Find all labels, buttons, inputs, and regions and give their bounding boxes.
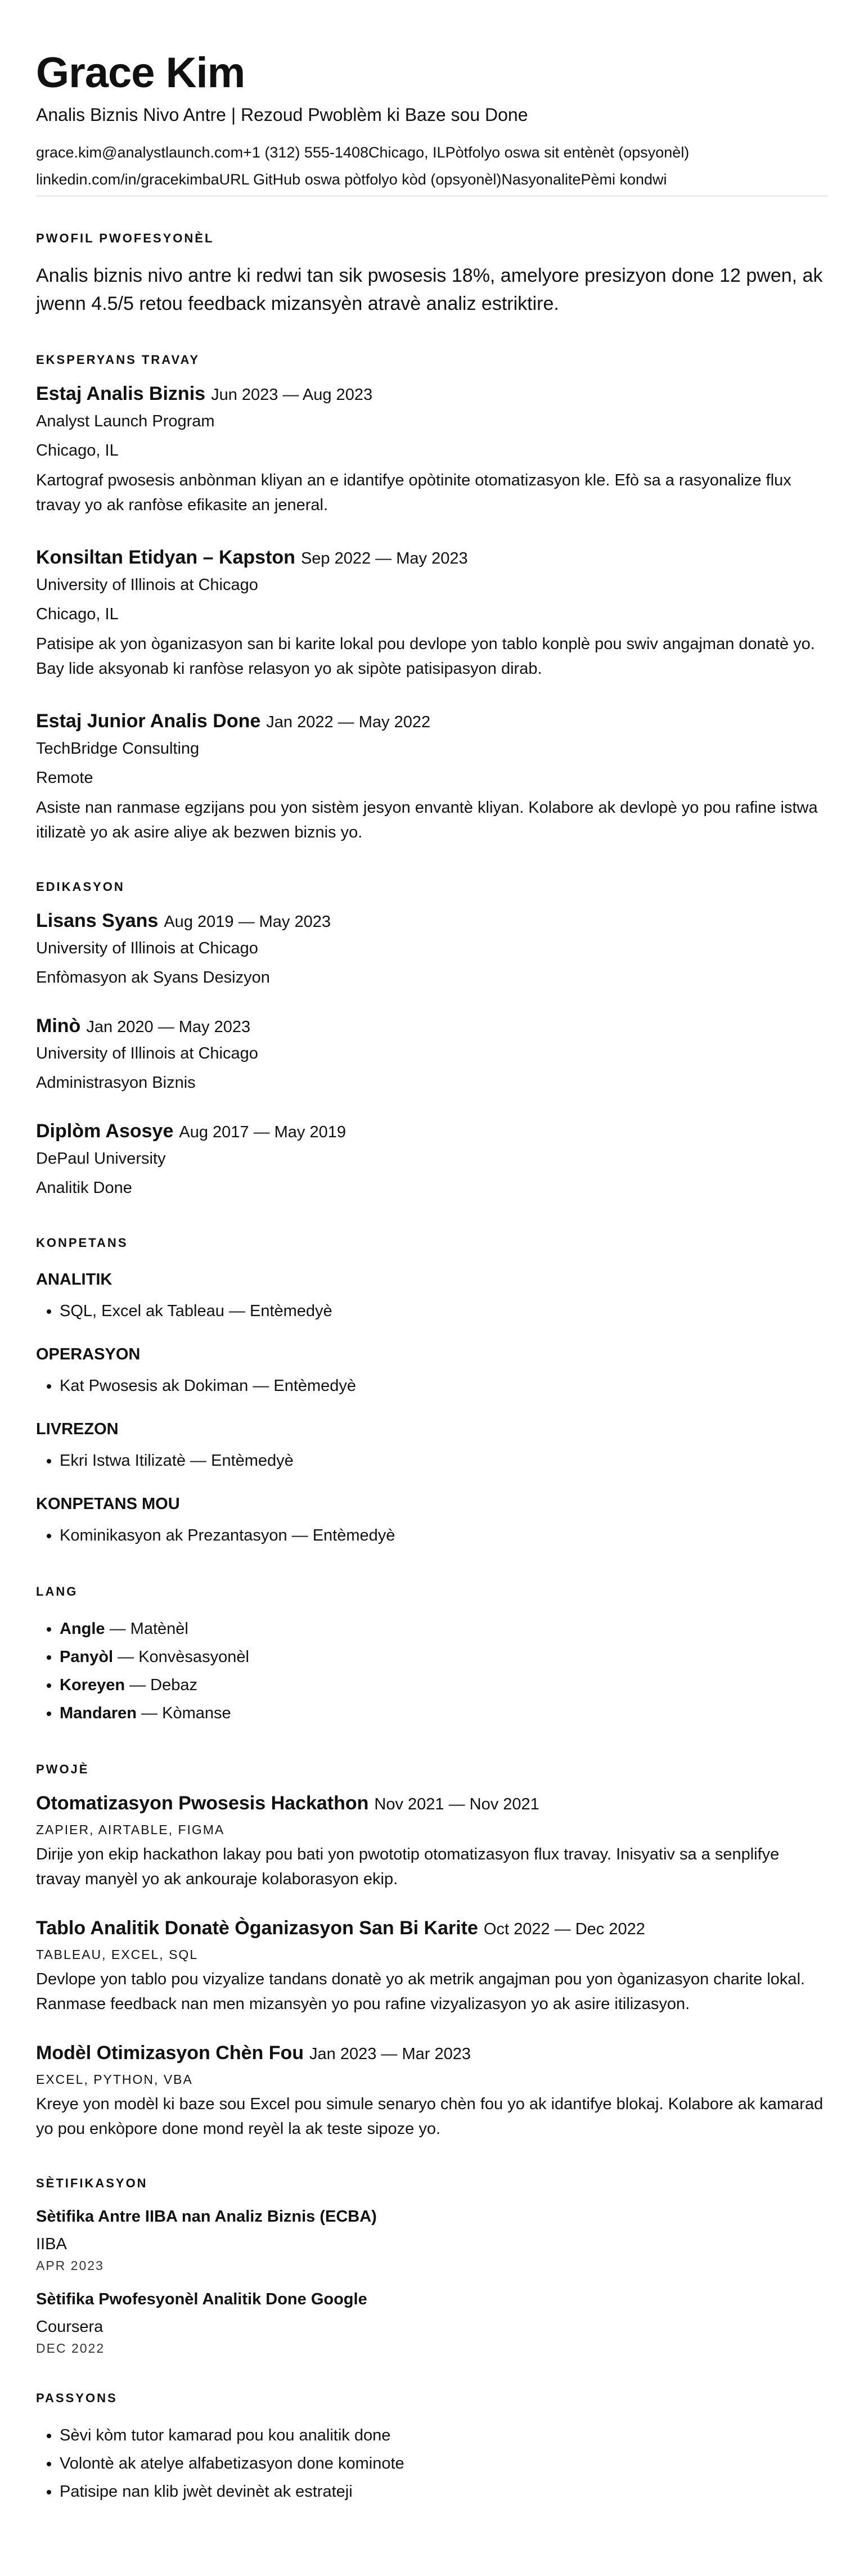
summary-heading: PWOFIL PWOFESYONÈL (36, 231, 214, 245)
contact-info (36, 142, 828, 190)
language-level: — Kòmanse (136, 1704, 231, 1722)
contact-line-2: linkedin.com/in/gracekimbaURL GitHub oswa pòtfolyo kòd (opsyonèl)NasyonalitePèmi kondwi (36, 171, 667, 188)
education-heading: EDIKASYON (36, 880, 125, 894)
project-tags: EXCEL, PYTHON, VBA (36, 2072, 193, 2087)
education-item (36, 1120, 828, 1201)
project-description: Dirije yon ekip hackathon lakay pou bati yon pwototip otomatizasyon flux travay. Inisyativ sa a senplifye travay manyèl yo ak ankouraje kolaborasyon ekip. (36, 1845, 780, 1888)
experience-item (36, 383, 828, 517)
job-org: Analyst Launch Program (36, 412, 215, 430)
project-name: Tablo Analitik Donatè Òganizasyon San Bi Karite (36, 1917, 478, 1939)
skills-heading: KONPETANS (36, 1236, 128, 1250)
experience-heading: EKSPERYANS TRAVAY (36, 353, 200, 367)
job-dates: Jan 2022 — May 2022 (266, 713, 431, 731)
language-level: — Debaz (125, 1676, 197, 1694)
school-name: DePaul University (36, 1150, 166, 1168)
certification-name: Sètifika Antre IIBA nan Analiz Biznis (ECBA) (36, 2208, 377, 2226)
project-dates: Nov 2021 — Nov 2021 (374, 1795, 539, 1813)
job-org: TechBridge Consulting (36, 740, 200, 758)
degree-dates: Aug 2019 — May 2023 (164, 913, 331, 931)
project-item (36, 2042, 828, 2141)
projects-heading: PWOJÈ (36, 1762, 89, 1776)
project-item (36, 1793, 828, 1892)
language-name: Koreyen (60, 1676, 125, 1694)
projects-list (36, 1793, 828, 2141)
language-item (60, 1671, 828, 1699)
interest-item: • Volontè ak atelye alfabetizasyon done kominote (60, 2449, 828, 2478)
skill-item: • Ekri Istwa Itilizatè — Entèmedyè (60, 1447, 828, 1475)
interests-list (36, 2421, 828, 2506)
languages-heading: LANG (36, 1584, 78, 1598)
interests-heading: PASSYONS (36, 2391, 118, 2405)
contact-line-1: grace.kim@analystlaunch.com+1 (312) 555-1408Chicago, ILPòtfolyo oswa sit entènèt (opsyonèl) (36, 144, 690, 161)
skill-category: LIVREZON (36, 1420, 119, 1438)
skills-list (36, 1271, 828, 1550)
certification-issuer: Coursera (36, 2318, 104, 2336)
field-of-study: Administrasyon Biznis (36, 1074, 196, 1092)
education-list (36, 910, 828, 1201)
project-name: Otomatizasyon Pwosesis Hackathon (36, 1793, 369, 1814)
skill-item: • Kat Pwosesis ak Dokiman — Entèmedyè (60, 1372, 828, 1400)
project-description: Devlope yon tablo pou vizyalize tandans donatè yo ak metrik angajman pou yon òganizasyon charite lokal. Ranmase feedback nan men mizansyèn yo pou rafine vizyalizasyon yo ak asire itilizasyon. (36, 1970, 806, 2013)
interest-item: • Patisipe nan klib jwèt devinèt ak estrateji (60, 2478, 828, 2506)
language-name: Panyòl (60, 1648, 114, 1666)
degree-title: Minò (36, 1015, 81, 1037)
job-org: University of Illinois at Chicago (36, 576, 258, 594)
certification-date: APR 2023 (36, 2258, 104, 2273)
field-of-study: Enfòmasyon ak Syans Desizyon (36, 969, 270, 987)
school-name: University of Illinois at Chicago (36, 1044, 258, 1062)
interest-item: • Sèvi kòm tutor kamarad pou kou analitik done (60, 2421, 828, 2449)
project-name: Modèl Otimizasyon Chèn Fou (36, 2042, 304, 2064)
certification-item (36, 2290, 828, 2356)
project-item (36, 1917, 828, 2016)
job-description: Patisipe ak yon òganizasyon san bi karite lokal pou devlope yon tablo konplè pou swiv angajman donatè yo. Bay lide aksyonab ki ranfòse relasyon yo ak sipòte patisipasyon dirab. (36, 635, 815, 678)
project-description: Kreye yon modèl ki baze sou Excel pou simule senaryo chèn fou yo ak idantifye blokaj. Kolabore ak kamarad yo pou enkòpore done mond reyèl la ak teste sipoze yo. (36, 2095, 824, 2138)
degree-dates: Jan 2020 — May 2023 (86, 1018, 251, 1036)
job-description: Kartograf pwosesis anbònman kliyan an e idantifye opòtinite otomatizasyon kle. Efò sa a rasyonalize flux travay yo ak ranfòse efikasite an jeneral. (36, 471, 791, 514)
job-title: Konsiltan Etidyan – Kapston (36, 547, 295, 568)
certifications-list (36, 2208, 828, 2356)
language-name: Mandaren (60, 1704, 137, 1722)
job-description: Asiste nan ranmase egzijans pou yon sistèm jesyon envantè kliyan. Kolabore ak devlopè yo pou rafine istwa itilizatè yo ak asire aliye ak bezwen biznis yo. (36, 799, 818, 841)
language-item (60, 1643, 828, 1671)
job-title: Estaj Analis Biznis (36, 383, 206, 404)
language-item (60, 1699, 828, 1727)
summary-text: Analis biznis nivo antre ki redwi tan sik pwosesis 18%, amelyore presizyon done 12 pwen, ak jwenn 4.5/5 retou feedback mizansyèn atravè analiz estriktire. (36, 265, 823, 314)
job-location: Chicago, IL (36, 605, 119, 623)
skill-category: KONPETANS MOU (36, 1495, 180, 1513)
education-item (36, 910, 828, 990)
language-level: — Konvèsasyonèl (113, 1648, 249, 1666)
job-dates: Sep 2022 — May 2023 (300, 550, 468, 568)
school-name: University of Illinois at Chicago (36, 939, 258, 957)
project-tags: TABLEAU, EXCEL, SQL (36, 1947, 199, 1962)
certification-date: DEC 2022 (36, 2341, 105, 2356)
degree-dates: Aug 2017 — May 2019 (179, 1123, 346, 1141)
skill-category: OPERASYON (36, 1345, 141, 1363)
skill-category: ANALITIK (36, 1271, 112, 1289)
language-name: Angle (60, 1620, 105, 1638)
skill-item: • SQL, Excel ak Tableau — Entèmedyè (60, 1297, 828, 1325)
certification-issuer: IIBA (36, 2235, 67, 2253)
certification-name: Sètifika Pwofesyonèl Analitik Done Google (36, 2290, 367, 2308)
experience-list (36, 383, 828, 845)
project-dates: Oct 2022 — Dec 2022 (483, 1920, 645, 1938)
project-tags: ZAPIER, AIRTABLE, FIGMA (36, 1822, 225, 1837)
education-item (36, 1015, 828, 1096)
experience-item (36, 547, 828, 681)
job-dates: Jun 2023 — Aug 2023 (211, 386, 373, 404)
certification-item (36, 2208, 828, 2273)
certifications-heading: SÈTIFIKASYON (36, 2176, 148, 2190)
job-location: Chicago, IL (36, 442, 119, 460)
field-of-study: Analitik Done (36, 1179, 132, 1197)
project-dates: Jan 2023 — Mar 2023 (309, 2045, 471, 2063)
job-title: Estaj Junior Analis Done (36, 710, 261, 732)
degree-title: Lisans Syans (36, 910, 159, 931)
headline: Analis Biznis Nivo Antre | Rezoud Pwoblèm ki Baze sou Done (36, 105, 528, 125)
language-item (60, 1615, 828, 1643)
job-location: Remote (36, 769, 93, 787)
candidate-name: Grace Kim (36, 49, 245, 97)
degree-title: Diplòm Asosye (36, 1120, 174, 1142)
experience-item (36, 710, 828, 845)
language-level: — Matènèl (105, 1620, 188, 1638)
skill-item: • Kominikasyon ak Prezantasyon — Entèmedyè (60, 1521, 828, 1550)
languages-list (36, 1615, 828, 1727)
